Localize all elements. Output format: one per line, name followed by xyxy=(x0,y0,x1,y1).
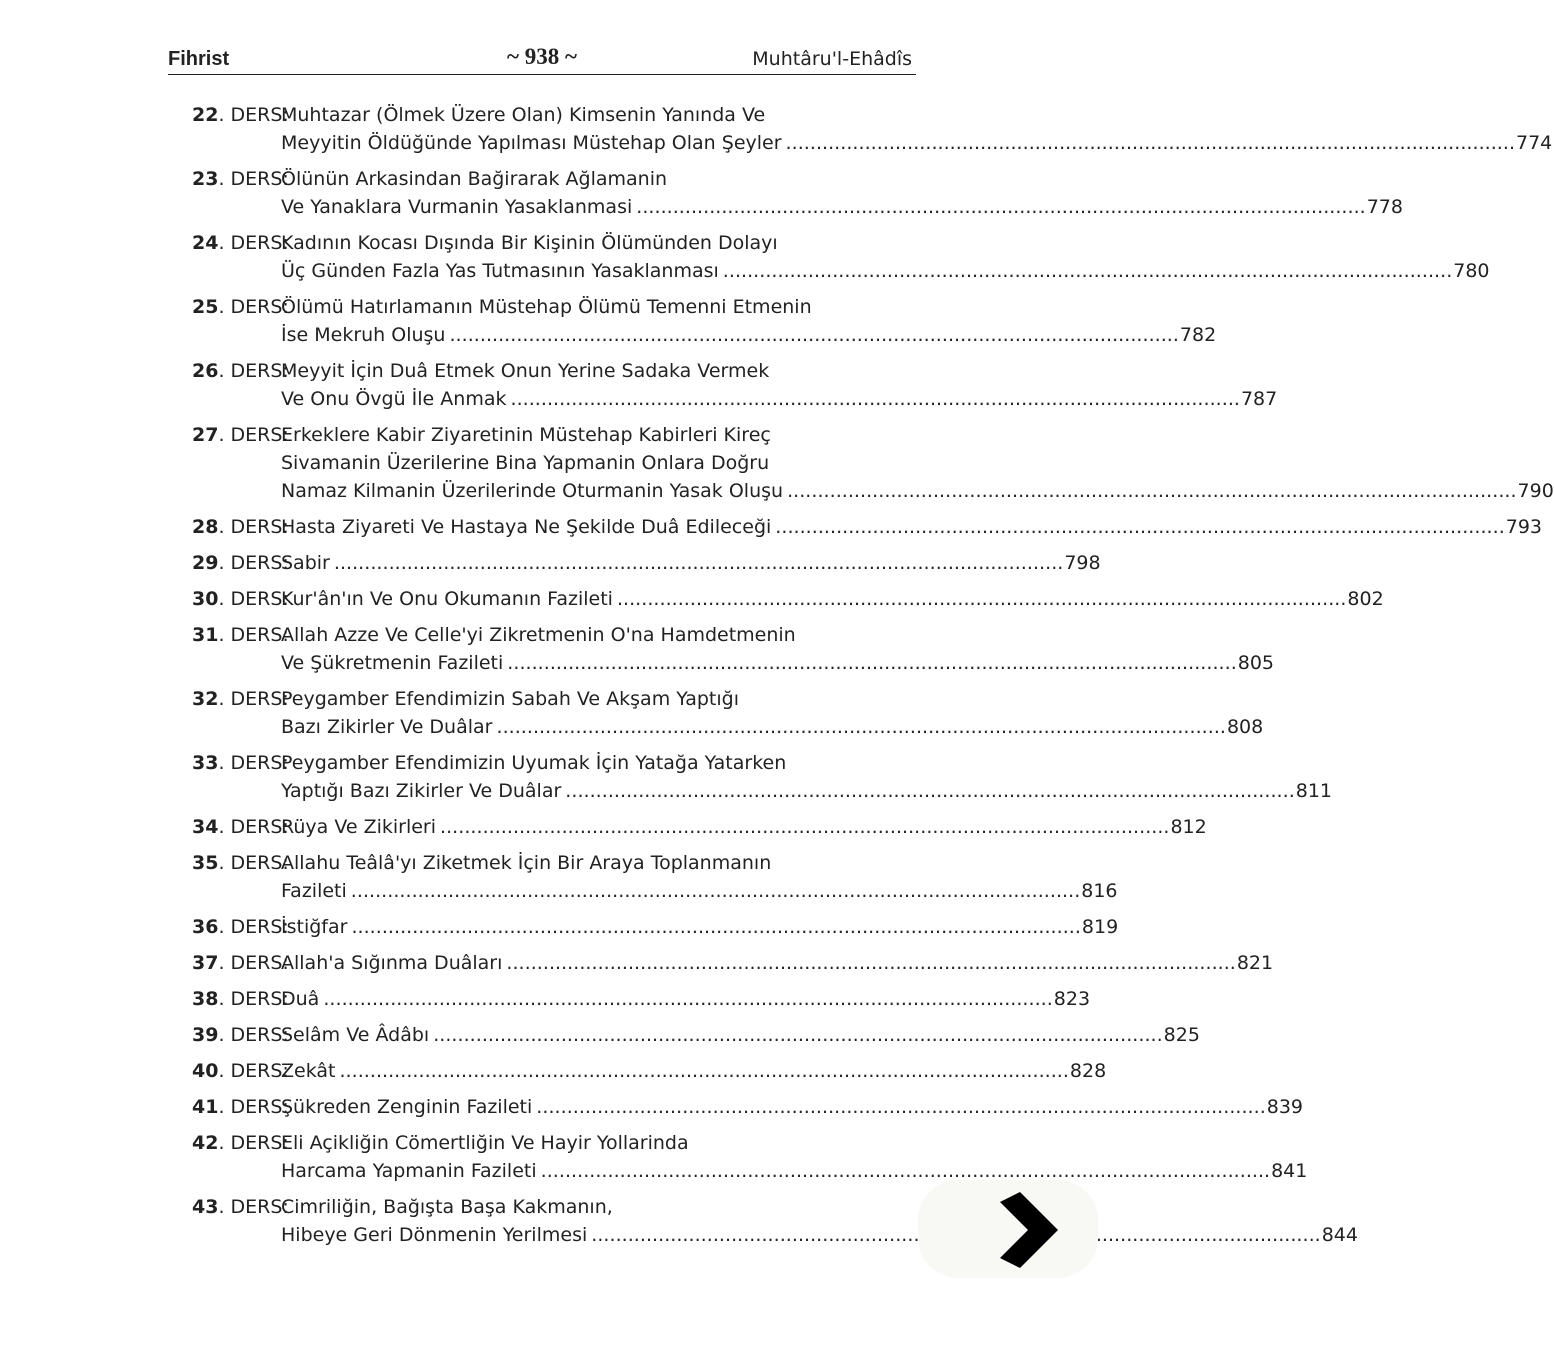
toc-entry-lead xyxy=(192,749,289,777)
toc-entry-number: 22 xyxy=(192,104,219,126)
page-number: ~ 938 ~ xyxy=(507,44,577,69)
toc-entry-title: Ölünün Arkasindan Bağirarak Ağlamanin xyxy=(281,168,668,190)
toc-entry-label: . DERS: xyxy=(218,952,289,974)
toc-entry-label: . DERS: xyxy=(218,688,289,710)
toc-entry-title: Ve Yanaklara Vurmanin Yasaklanmasi xyxy=(281,196,633,218)
toc-entry-page: 778 xyxy=(1366,196,1403,218)
dot-leader xyxy=(723,257,1449,285)
toc-entry-number: 35 xyxy=(192,852,219,874)
toc-entry-lead xyxy=(192,685,289,713)
toc-entry[interactable] xyxy=(192,1057,1107,1085)
toc-entry-line xyxy=(192,749,914,777)
toc-entry-lead xyxy=(192,913,289,941)
toc-entry-page: 808 xyxy=(1226,716,1264,738)
toc-entry-line xyxy=(192,1093,1304,1121)
toc-entry-number: 34 xyxy=(192,816,219,838)
toc-entry-lead xyxy=(192,165,289,193)
dot-leader xyxy=(786,129,1512,157)
toc-entry-title: Peygamber Efendimizin Sabah Ve Akşam Yaptığı xyxy=(281,688,740,710)
toc-entry-title: Allahu Teâlâ'yı Ziketmek İçin Bir Araya Toplanmanın xyxy=(281,852,772,874)
toc-entry-title: Selâm Ve Âdâbı xyxy=(281,1024,430,1046)
toc-entry-title: İse Mekruh Oluşu xyxy=(281,324,446,346)
toc-entry-page: 844 xyxy=(1321,1224,1358,1246)
toc-entry-label: . DERS: xyxy=(218,360,289,382)
toc-entry-page: 793 xyxy=(1505,516,1542,538)
toc-entry[interactable] xyxy=(192,1021,1200,1049)
dot-leader xyxy=(507,649,1233,677)
chevron-right-icon xyxy=(994,1190,1074,1270)
toc-entry-line xyxy=(192,1129,914,1157)
dot-leader xyxy=(565,777,1291,805)
toc-entry-lead xyxy=(192,849,289,877)
toc-entry-title: Meyyitin Öldüğünde Yapılması Müstehap Olan Şeyler xyxy=(281,132,782,154)
toc-entry-number: 40 xyxy=(192,1060,219,1082)
dot-leader xyxy=(449,321,1175,349)
toc-entry-page: 821 xyxy=(1236,952,1274,974)
toc-entry-title: Meyyit İçin Duâ Etmek Onun Yerine Sadaka Vermek xyxy=(281,360,770,382)
toc-entry-number: 29 xyxy=(192,552,219,574)
dot-leader xyxy=(323,985,1049,1013)
toc-entry-line xyxy=(192,421,914,449)
toc-entry-number: 23 xyxy=(192,168,219,190)
toc-entry-number: 43 xyxy=(192,1196,219,1218)
toc-entry-lead xyxy=(192,1057,289,1085)
toc-entry-label: . DERS: xyxy=(218,1196,289,1218)
toc-entry[interactable] xyxy=(192,165,1403,221)
toc-entry-number: 37 xyxy=(192,952,219,974)
toc-entry-label: . DERS: xyxy=(218,104,289,126)
toc-entry-title: Yaptığı Bazı Zikirler Ve Duâlar xyxy=(281,780,562,802)
toc-entry-label: . DERS: xyxy=(218,624,289,646)
toc-entry-label: . DERS: xyxy=(218,752,289,774)
toc-entry-lead xyxy=(192,621,289,649)
toc-entry-lead xyxy=(192,293,289,321)
dot-leader xyxy=(787,477,1513,505)
toc-entry-title: Üç Günden Fazla Yas Tutmasının Yasaklanması xyxy=(281,260,719,282)
toc-entry-page: 782 xyxy=(1179,324,1217,346)
toc-entry[interactable] xyxy=(192,357,1278,413)
toc-entry-label: . DERS: xyxy=(218,1132,289,1154)
toc-entry-number: 30 xyxy=(192,588,219,610)
dot-leader xyxy=(541,1157,1267,1185)
toc-entry-page: 812 xyxy=(1170,816,1207,838)
toc-entry-title: Sivamanin Üzerilerine Bina Yapmanin Onlara Doğru xyxy=(281,452,770,474)
toc-entry-label: . DERS: xyxy=(218,516,289,538)
toc-entry-line xyxy=(192,1221,1358,1249)
dot-leader xyxy=(351,913,1077,941)
toc-entry-lead xyxy=(192,513,289,541)
toc-entry-number: 36 xyxy=(192,916,219,938)
toc-entry-page: 828 xyxy=(1069,1060,1107,1082)
toc-entry-title: Zekât xyxy=(281,1060,336,1082)
toc-entry-line xyxy=(192,813,1207,841)
toc-entry-title: Duâ xyxy=(281,988,320,1010)
toc-entry-label: . DERS: xyxy=(218,1024,289,1046)
toc-entry-number: 28 xyxy=(192,516,219,538)
toc-entry-line xyxy=(192,513,1542,541)
toc-entry-number: 33 xyxy=(192,752,219,774)
toc-entry-lead xyxy=(192,101,289,129)
toc-entry-title: Namaz Kilmanin Üzerilerinde Oturmanin Yasak Oluşu xyxy=(281,480,784,502)
toc-entry-label: . DERS: xyxy=(218,1096,289,1118)
toc-entry-line xyxy=(192,685,914,713)
toc-entry-label: . DERS: xyxy=(218,852,289,874)
toc-entry-lead xyxy=(192,949,289,977)
toc-entry-line xyxy=(192,165,914,193)
toc-entry-title: Eli Açikliğin Cömertliğin Ve Hayir Yollarinda xyxy=(281,1132,689,1154)
dot-leader xyxy=(496,713,1222,741)
toc-entry[interactable] xyxy=(192,749,1332,805)
dot-leader xyxy=(510,385,1236,413)
toc-entry[interactable] xyxy=(192,1093,1304,1121)
toc-entry[interactable] xyxy=(192,1193,1358,1249)
toc-entry-number: 24 xyxy=(192,232,219,254)
toc-entry-line xyxy=(192,293,914,321)
toc-entry-title: Allah'a Sığınma Duâları xyxy=(281,952,503,974)
toc-entry-title: Peygamber Efendimizin Uyumak İçin Yatağa Yatarken xyxy=(281,752,787,774)
toc-entry[interactable] xyxy=(192,513,1542,541)
dot-leader xyxy=(334,549,1060,577)
dot-leader xyxy=(339,1057,1065,1085)
dot-leader xyxy=(433,1021,1159,1049)
toc-entry-lead xyxy=(192,357,289,385)
toc-entry-label: . DERS: xyxy=(218,988,289,1010)
dot-leader xyxy=(775,513,1501,541)
toc-entry-line xyxy=(192,949,1274,977)
toc-entry-page: 780 xyxy=(1453,260,1490,282)
page-header xyxy=(168,44,916,75)
toc-entry-line xyxy=(192,385,1278,413)
toc-entry-number: 25 xyxy=(192,296,219,318)
toc-entry-lead xyxy=(192,549,289,577)
dot-leader xyxy=(636,193,1362,221)
toc-entry-title: Kadının Kocası Dışında Bir Kişinin Ölümünden Dolayı xyxy=(281,232,778,254)
dot-leader xyxy=(440,813,1166,841)
header-book-title: Muhtâru'l-Ehâdîs xyxy=(752,48,912,70)
toc-entry-title: Rüya Ve Zikirleri xyxy=(281,816,437,838)
toc-entry-number: 31 xyxy=(192,624,219,646)
toc-entry-line xyxy=(192,585,1384,613)
toc-entry-lead xyxy=(192,1129,289,1157)
toc-entry-line xyxy=(192,321,1217,349)
dot-leader xyxy=(506,949,1232,977)
toc-entry-title: Muhtazar (Ölmek Üzere Olan) Kimsenin Yanında Ve xyxy=(281,104,766,126)
dot-leader xyxy=(351,877,1077,905)
toc-entry-line xyxy=(192,549,1101,577)
toc-entry-label: . DERS: xyxy=(218,168,289,190)
toc-entry-page: 816 xyxy=(1081,880,1118,902)
toc-entry-page: 841 xyxy=(1271,1160,1308,1182)
toc-entry-lead xyxy=(192,585,289,613)
next-page-button[interactable] xyxy=(918,1180,1098,1278)
toc-entry-lead xyxy=(192,1193,289,1221)
toc-entry-page: 825 xyxy=(1163,1024,1200,1046)
toc-entry-lead xyxy=(192,1021,289,1049)
toc-entry-title: Cimriliğin, Bağışta Başa Kakmanın, xyxy=(281,1196,613,1218)
toc-entry-page: 790 xyxy=(1517,480,1554,502)
toc-entry-number: 26 xyxy=(192,360,219,382)
toc-entry-page: 819 xyxy=(1081,916,1119,938)
toc-entry-line xyxy=(192,713,1264,741)
toc-entry-number: 38 xyxy=(192,988,219,1010)
toc-entry-page: 802 xyxy=(1347,588,1384,610)
toc-entry-number: 27 xyxy=(192,424,219,446)
toc-entry-line xyxy=(192,913,1119,941)
toc-entry-line xyxy=(192,229,914,257)
toc-entry[interactable] xyxy=(192,229,1490,285)
toc-entry-label: . DERS: xyxy=(218,816,289,838)
toc-entry[interactable] xyxy=(192,549,1101,577)
toc-entry-line xyxy=(192,985,1091,1013)
toc-entry-title: Allah Azze Ve Celle'yi Zikretmenin O'na Hamdetmenin xyxy=(281,624,796,646)
toc-entry-lead xyxy=(192,985,289,1013)
toc-entry-title: Kur'ân'ın Ve Onu Okumanın Fazileti xyxy=(281,588,613,610)
toc-entry-title: Erkeklere Kabir Ziyaretinin Müstehap Kabirleri Kireç xyxy=(281,424,771,446)
toc-entry-line xyxy=(192,193,1403,221)
toc-entry-title: Hasta Ziyareti Ve Hastaya Ne Şekilde Duâ Edileceği xyxy=(281,516,772,538)
toc-entry[interactable] xyxy=(192,913,1119,941)
toc-entry-lead xyxy=(192,813,289,841)
toc-entry-line xyxy=(192,357,914,385)
toc-entry-line xyxy=(192,129,1553,157)
toc-entry-page: 787 xyxy=(1240,388,1278,410)
toc-entry-page: 823 xyxy=(1053,988,1091,1010)
toc-entry-line xyxy=(192,649,1274,677)
toc-entry-page: 798 xyxy=(1064,552,1101,574)
toc-entry-label: . DERS: xyxy=(218,916,289,938)
toc-entry-lead xyxy=(192,229,289,257)
toc-entry[interactable] xyxy=(192,621,1274,677)
table-of-contents xyxy=(192,101,1554,1257)
toc-entry-lead xyxy=(192,1093,289,1121)
toc-entry[interactable] xyxy=(192,293,1217,349)
toc-entry-number: 39 xyxy=(192,1024,219,1046)
toc-entry-page: 805 xyxy=(1237,652,1274,674)
toc-entry[interactable] xyxy=(192,1129,1308,1185)
toc-entry-line xyxy=(192,621,914,649)
toc-entry-line xyxy=(192,1193,914,1221)
toc-entry-title: Ve Onu Övgü İle Anmak xyxy=(281,388,507,410)
toc-entry[interactable] xyxy=(192,849,1118,905)
toc-entry[interactable] xyxy=(192,101,1553,157)
toc-entry-line xyxy=(192,477,1554,505)
toc-entry-label: . DERS: xyxy=(218,424,289,446)
toc-entry-line xyxy=(192,449,914,477)
toc-entry-line xyxy=(192,877,1118,905)
toc-entry-line xyxy=(192,777,1332,805)
toc-entry-title: Fazileti xyxy=(281,880,347,902)
toc-entry-label: . DERS: xyxy=(218,588,289,610)
toc-entry-page: 811 xyxy=(1295,780,1332,802)
toc-entry[interactable] xyxy=(192,985,1091,1013)
dot-leader xyxy=(536,1093,1262,1121)
toc-entry-line xyxy=(192,101,914,129)
toc-entry-title: İstiğfar xyxy=(281,916,348,938)
toc-entry-lead xyxy=(192,421,289,449)
toc-entry-number: 32 xyxy=(192,688,219,710)
toc-entry-title: Harcama Yapmanin Fazileti xyxy=(281,1160,537,1182)
toc-entry-line xyxy=(192,1157,1308,1185)
toc-entry-label: . DERS: xyxy=(218,1060,289,1082)
toc-entry-number: 41 xyxy=(192,1096,219,1118)
toc-entry-title: Bazı Zikirler Ve Duâlar xyxy=(281,716,493,738)
toc-entry[interactable] xyxy=(192,421,1554,505)
dot-leader xyxy=(617,585,1343,613)
toc-entry-label: . DERS: xyxy=(218,552,289,574)
header-section-title: Fihrist xyxy=(168,48,230,70)
toc-entry-number: 42 xyxy=(192,1132,219,1154)
toc-entry-title: Sabir xyxy=(281,552,330,574)
toc-entry[interactable] xyxy=(192,685,1264,741)
toc-entry-label: . DERS: xyxy=(218,296,289,318)
toc-entry-title: Ve Şükretmenin Fazileti xyxy=(281,652,504,674)
toc-entry-title: Hibeye Geri Dönmenin Yerilmesi xyxy=(281,1224,588,1246)
toc-entry-line xyxy=(192,257,1490,285)
toc-entry-line xyxy=(192,1021,1200,1049)
toc-entry[interactable] xyxy=(192,949,1274,977)
toc-entry-title: Şükreden Zenginin Fazileti xyxy=(281,1096,533,1118)
toc-entry-line xyxy=(192,849,914,877)
toc-entry-page: 839 xyxy=(1266,1096,1304,1118)
toc-entry-page: 774 xyxy=(1516,132,1553,154)
toc-entry-line xyxy=(192,1057,1107,1085)
toc-entry[interactable] xyxy=(192,585,1384,613)
toc-entry[interactable] xyxy=(192,813,1207,841)
toc-entry-label: . DERS: xyxy=(218,232,289,254)
toc-entry-title: Ölümü Hatırlamanın Müstehap Ölümü Temenni Etmenin xyxy=(281,296,812,318)
